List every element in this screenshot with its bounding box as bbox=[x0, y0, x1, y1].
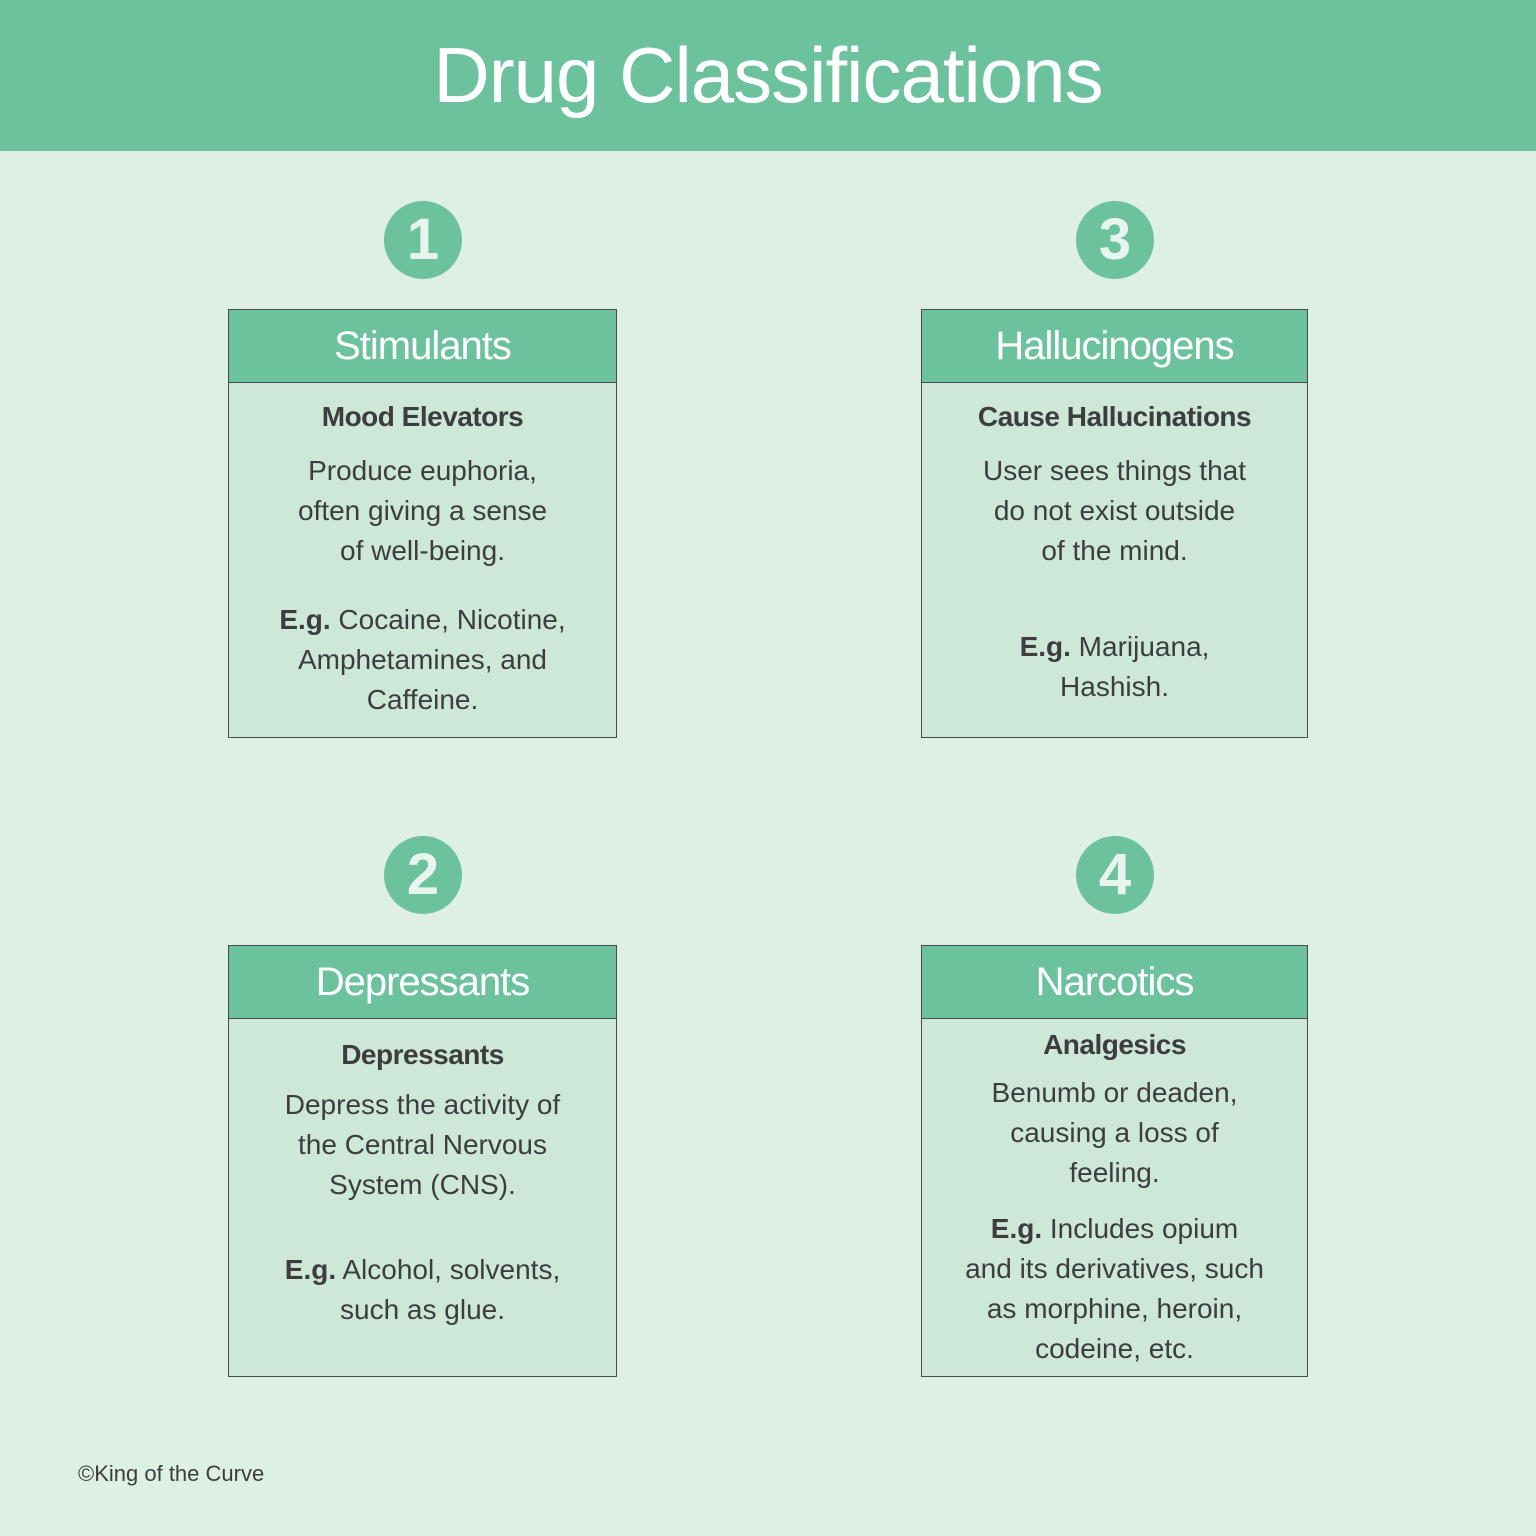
example-line: Marijuana, bbox=[1070, 631, 1210, 662]
number-badge-3: 3 bbox=[1076, 201, 1154, 279]
example-label: E.g. bbox=[284, 1254, 337, 1285]
card-description bbox=[229, 1085, 616, 1205]
description-line: of well-being. bbox=[340, 535, 505, 566]
card-depressants bbox=[228, 945, 617, 1377]
example-line: Caffeine. bbox=[366, 684, 479, 715]
description-line: feeling. bbox=[1069, 1157, 1160, 1188]
card-description bbox=[229, 451, 616, 571]
number-badge-2: 2 bbox=[384, 836, 462, 914]
description-line: Benumb or deaden, bbox=[991, 1077, 1238, 1108]
example-line: as morphine, heroin, bbox=[986, 1293, 1243, 1324]
card-stimulants bbox=[228, 309, 617, 738]
description-line: Depress the activity of bbox=[284, 1089, 561, 1120]
description-line: of the mind. bbox=[1041, 535, 1188, 566]
description-line: User sees things that bbox=[982, 455, 1247, 486]
card-example bbox=[229, 600, 616, 720]
card-narcotics bbox=[921, 945, 1308, 1377]
card-example bbox=[922, 1209, 1307, 1369]
example-label: E.g. bbox=[990, 1213, 1043, 1244]
example-line: and its derivatives, such bbox=[965, 1253, 1264, 1284]
card-description bbox=[922, 1073, 1307, 1193]
example-line: Cocaine, Nicotine, bbox=[330, 604, 566, 635]
card-subtitle: Analgesics bbox=[1043, 1029, 1186, 1060]
card-body bbox=[922, 1029, 1307, 1369]
description-line: Produce euphoria, bbox=[308, 455, 537, 486]
example-line: Amphetamines, and bbox=[297, 644, 548, 675]
page-title: Drug Classifications bbox=[433, 31, 1103, 119]
example-label: E.g. bbox=[1019, 631, 1071, 662]
title-banner bbox=[0, 0, 1536, 151]
description-line: causing a loss of bbox=[1010, 1117, 1219, 1148]
card-heading: Depressants bbox=[229, 946, 616, 1019]
card-body bbox=[229, 401, 616, 720]
card-subtitle: Mood Elevators bbox=[321, 401, 524, 432]
example-label: E.g. bbox=[279, 604, 331, 635]
description-line: System (CNS). bbox=[329, 1169, 516, 1200]
card-heading: Hallucinogens bbox=[922, 310, 1307, 383]
card-example bbox=[229, 1250, 616, 1330]
card-body bbox=[922, 401, 1307, 707]
card-subtitle: Depressants bbox=[341, 1039, 504, 1070]
example-line: Alcohol, solvents, bbox=[336, 1254, 561, 1285]
copyright-text: ©King of the Curve bbox=[78, 1461, 265, 1486]
number-badge-4: 4 bbox=[1076, 836, 1154, 914]
description-line: often giving a sense bbox=[297, 495, 548, 526]
card-description bbox=[922, 451, 1307, 571]
card-subtitle: Cause Hallucinations bbox=[977, 401, 1252, 432]
example-line: such as glue. bbox=[340, 1294, 505, 1325]
description-line: do not exist outside bbox=[993, 495, 1236, 526]
example-line: codeine, etc. bbox=[1035, 1333, 1194, 1364]
card-hallucinogens bbox=[921, 309, 1308, 738]
description-line: the Central Nervous bbox=[297, 1129, 547, 1160]
card-heading: Narcotics bbox=[922, 946, 1307, 1019]
card-example bbox=[922, 627, 1307, 707]
number-badge-1: 1 bbox=[384, 201, 462, 279]
example-line: Hashish. bbox=[1060, 671, 1169, 702]
card-heading: Stimulants bbox=[229, 310, 616, 383]
example-line: Includes opium bbox=[1042, 1213, 1239, 1244]
card-body bbox=[229, 1039, 616, 1330]
